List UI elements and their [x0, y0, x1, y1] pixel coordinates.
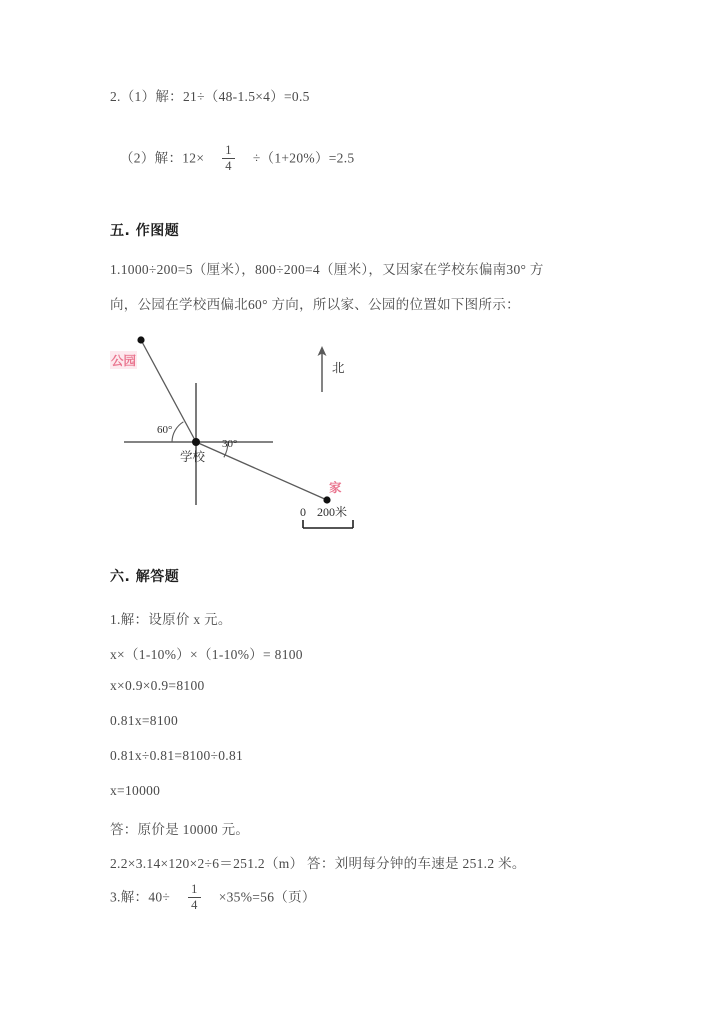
fraction-numerator: 1 [225, 143, 232, 157]
answer-line-2-2-suffix: ÷（1+20%）=2.5 [252, 150, 355, 166]
diagram-label-north: 北 [332, 361, 345, 375]
section-six-item1-line1: 1.解：设原价 x 元。 [110, 612, 232, 627]
angle-arc-60 [172, 422, 183, 442]
section-six-item1-line3: x×0.9×0.9=8100 [110, 678, 205, 693]
section-six-item3-prefix: 3.解：40÷ [110, 889, 171, 905]
diagram-label-park: 公园 [110, 351, 137, 369]
section-six-item1-line2: x×（1-10%）×（1-10%）= 8100 [110, 647, 303, 662]
section-six-item2: 2.2×3.14×120×2÷6＝251.2（m） 答：刘明每分钟的车速是 251.2 米。 [110, 856, 526, 871]
section-six-item1-line6: x=10000 [110, 783, 161, 798]
fraction-denominator: 4 [191, 898, 198, 913]
section-five-line-1: 1.1000÷200=5（厘米），800÷200=4（厘米），又因家在学校东偏南30° 方 [110, 262, 544, 277]
section-six-item1-line7: 答：原价是 10000 元。 [110, 822, 250, 837]
fraction-one-quarter [222, 144, 235, 173]
direction-position-diagram [110, 325, 400, 550]
section-five-line-2: 向，公园在学校西偏北60° 方向，所以家、公园的位置如下图所示： [110, 297, 520, 312]
diagram-label-school: 学校 [180, 450, 206, 464]
fraction-numerator: 1 [191, 882, 198, 896]
section-six-item3 [110, 884, 316, 913]
diagram-label-scale-zero: 0 [300, 505, 306, 519]
fraction-one-quarter-2 [188, 883, 201, 912]
answer-line-2-1: 2.（1）解：21÷（48-1.5×4）=0.5 [110, 89, 310, 104]
ray-to-home [196, 442, 327, 500]
point-park [137, 336, 144, 343]
diagram-label-angle-60: 60° [157, 424, 173, 436]
section-heading-six: 六. 解答题 [110, 569, 180, 585]
answer-line-2-2 [120, 145, 354, 174]
section-heading-five: 五. 作图题 [110, 223, 180, 239]
diagram-canvas [110, 325, 400, 550]
section-six-item1-line4: 0.81x=8100 [110, 713, 178, 728]
fraction-denominator: 4 [225, 159, 232, 174]
diagram-label-angle-30: 30° [222, 438, 238, 450]
diagram-label-scale-value: 200米 [317, 505, 348, 519]
section-six-item3-suffix: ×35%=56（页） [218, 889, 316, 905]
answer-line-2-2-prefix: （2）解：12× [120, 150, 205, 166]
section-six-item1-line5: 0.81x÷0.81=8100÷0.81 [110, 748, 244, 763]
diagram-label-home: 家 [329, 481, 342, 495]
point-school [192, 438, 200, 446]
